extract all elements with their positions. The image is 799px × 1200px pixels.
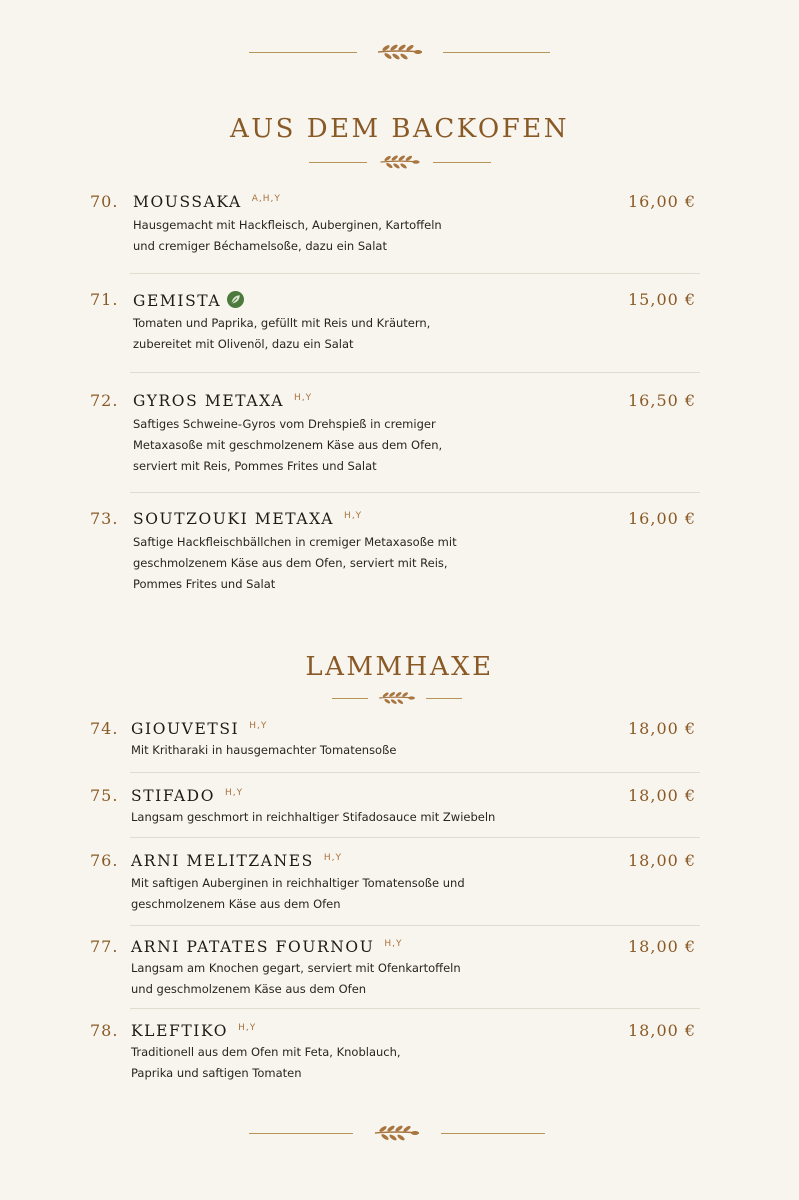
allergen-codes: H,Y: [344, 511, 363, 521]
item-name: ARNI PATATES FOURNOU $^{H,Y}$: [131, 938, 403, 956]
item-name: GYROS METAXA $^{H,Y}$: [133, 392, 313, 410]
item-name: MOUSSAKA $^{A,H,Y}$: [133, 193, 281, 211]
item-price: 16,50 €: [628, 391, 697, 410]
allergen-codes: H,Y: [294, 393, 313, 403]
item-number: 72.: [90, 391, 119, 410]
item-description: Langsam geschmort in reichhaltiger Stifadosauce mit Zwiebeln: [131, 810, 496, 824]
allergen-codes: H,Y: [249, 721, 268, 731]
item-separator: [130, 492, 700, 493]
item-name: SOUTZOUKI METAXA $^{H,Y}$: [133, 510, 363, 528]
section-divider: [309, 154, 491, 170]
allergen-codes: H,Y: [225, 788, 244, 798]
item-description: Saftige Hackfleischbällchen in cremiger Metaxasoße mit geschmolzenem Käse aus dem Ofen, serviert mit Reis, Pommes Frites und Salat: [133, 535, 457, 591]
item-price: 18,00 €: [628, 851, 697, 870]
item-name: STIFADO $^{H,Y}$: [131, 787, 244, 805]
laurel-ornament-icon: [377, 154, 423, 170]
item-number: 78.: [90, 1021, 119, 1040]
item-price: 18,00 €: [628, 719, 697, 738]
item-separator: [130, 925, 700, 926]
item-name: GIOUVETSI $^{H,Y}$: [131, 720, 268, 738]
allergen-codes: H,Y: [384, 939, 403, 949]
item-number: 73.: [90, 509, 119, 528]
item-price: 16,00 €: [628, 509, 697, 528]
item-description: Mit saftigen Auberginen in reichhaltiger Tomatensoße und geschmolzenem Käse aus dem Ofen: [131, 876, 465, 911]
item-description: Hausgemacht mit Hackfleisch, Auberginen, Kartoffeln und cremiger Béchamelsoße, dazu ein Salat: [133, 218, 442, 253]
item-separator: [130, 772, 700, 773]
vegetarian-leaf-icon: [227, 291, 244, 308]
item-number: 75.: [90, 786, 119, 805]
item-separator: [130, 372, 700, 373]
item-price: 15,00 €: [628, 290, 697, 309]
item-description: Traditionell aus dem Ofen mit Feta, Knoblauch, Paprika und saftigen Tomaten: [131, 1045, 401, 1080]
allergen-codes: H,Y: [238, 1023, 257, 1033]
item-name: GEMISTA: [133, 291, 244, 310]
item-separator: [130, 837, 700, 838]
item-separator: [130, 273, 700, 274]
bottom-ornament-divider: [249, 1125, 545, 1141]
item-price: 18,00 €: [628, 937, 697, 956]
laurel-ornament-icon: [365, 44, 435, 60]
item-number: 77.: [90, 937, 119, 956]
allergen-codes: A,H,Y: [251, 194, 281, 204]
section-title-aus-dem-backofen: AUS DEM BACKOFEN: [229, 114, 570, 144]
laurel-ornament-icon: [365, 1125, 429, 1141]
item-name: ARNI MELITZANES $^{H,Y}$: [131, 852, 343, 870]
item-number: 71.: [90, 290, 119, 309]
item-separator: [130, 1008, 700, 1009]
section-title-lammhaxe: LAMMHAXE: [305, 652, 494, 682]
item-description: Saftiges Schweine-Gyros vom Drehspieß in cremiger Metaxasoße mit geschmolzenem Käse aus dem Ofen, serviert mit Reis, Pommes Frites und Salat: [133, 417, 443, 473]
item-description: Mit Kritharaki in hausgemachter Tomatensoße: [131, 743, 397, 757]
item-description: Tomaten und Paprika, gefüllt mit Reis und Kräutern, zubereitet mit Olivenöl, dazu ein Salat: [133, 316, 431, 351]
item-name: KLEFTIKO $^{H,Y}$: [131, 1022, 257, 1040]
item-number: 70.: [90, 192, 119, 211]
item-description: Langsam am Knochen gegart, serviert mit Ofenkartoffeln und geschmolzenem Käse aus dem Ofen: [131, 961, 461, 996]
item-number: 74.: [90, 719, 119, 738]
top-ornament-divider: [249, 44, 550, 60]
item-price: 18,00 €: [628, 1021, 697, 1040]
allergen-codes: H,Y: [323, 853, 343, 863]
item-price: 16,00 €: [628, 192, 697, 211]
section-divider: [332, 690, 462, 706]
item-price: 18,00 €: [628, 786, 697, 805]
laurel-ornament-icon: [376, 690, 418, 706]
item-number: 76.: [90, 851, 119, 870]
